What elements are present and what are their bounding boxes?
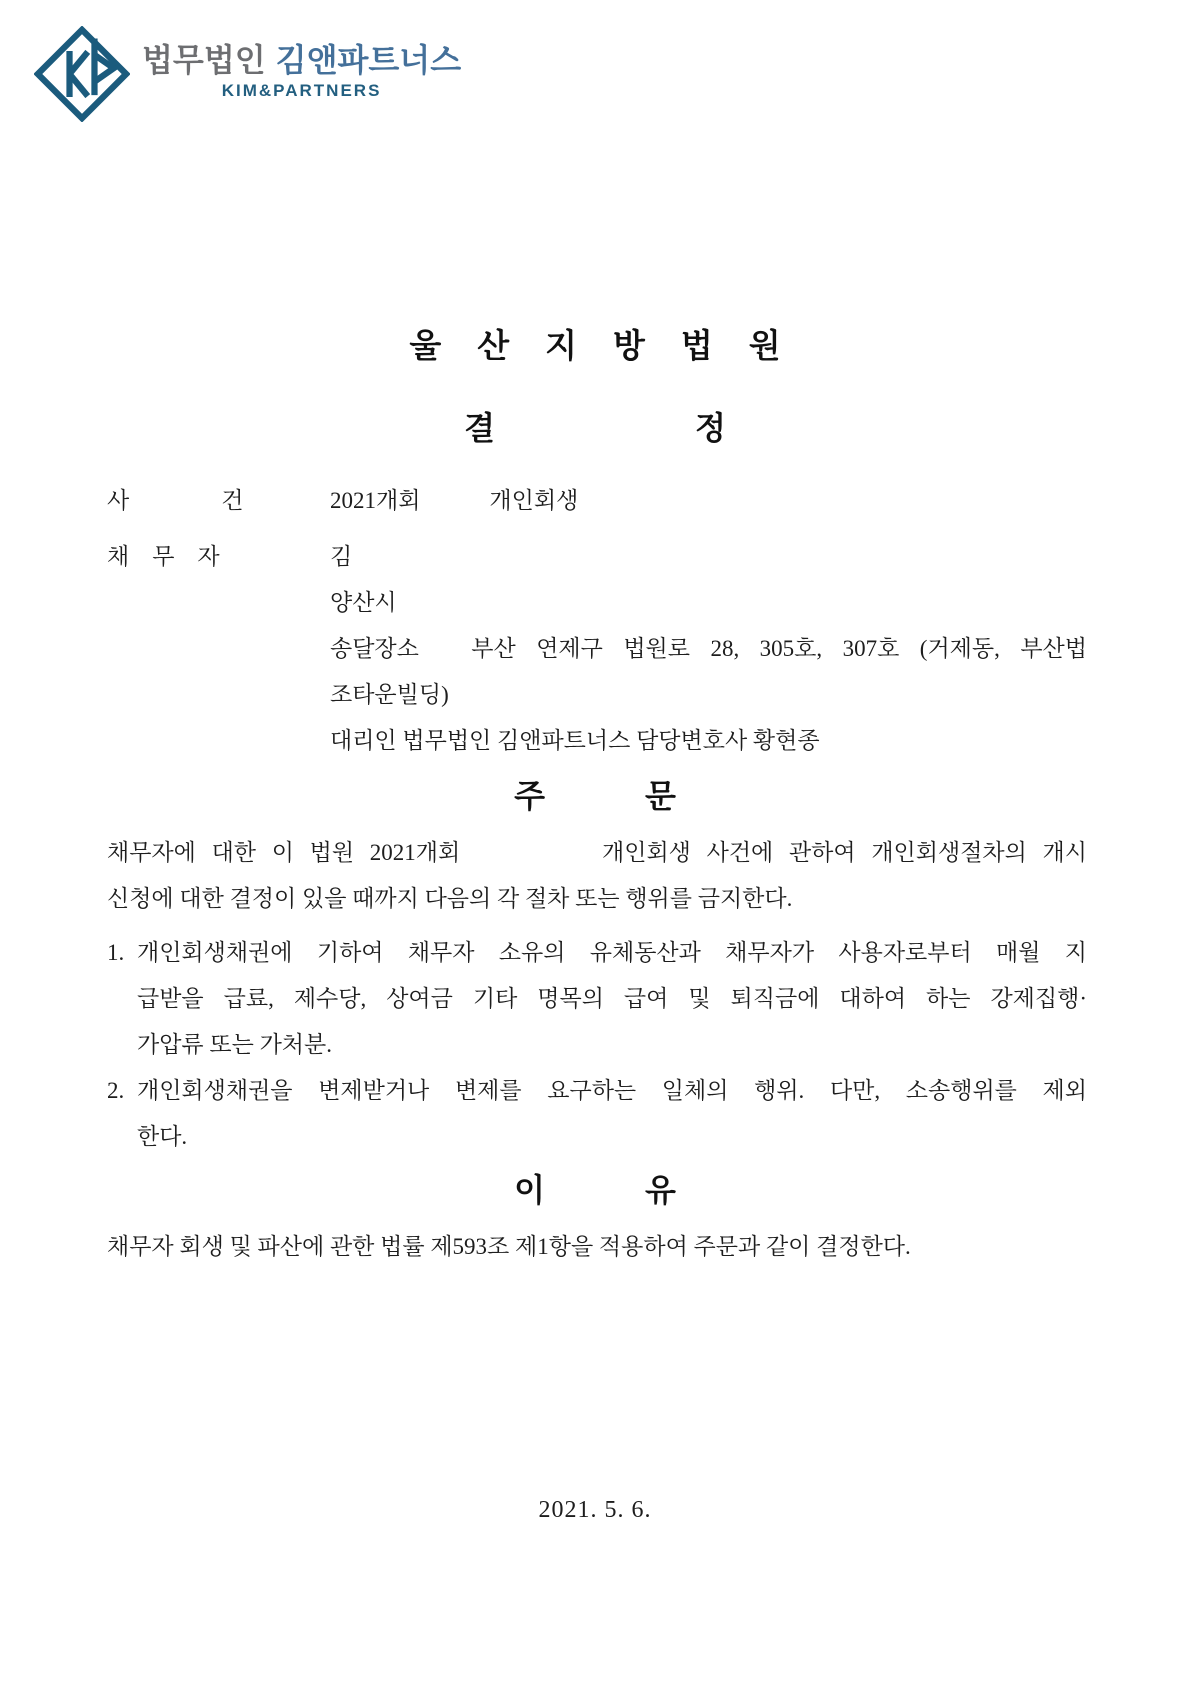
debtor-name: 김 [330,544,353,569]
doc-type-char-2: 정 [695,410,726,446]
doc-type-char-1: 결 [464,410,495,446]
firm-name-english: KIM&PARTNERS [221,81,382,100]
debtor-label: 채 무 자 [107,544,220,569]
order-heading-char-1: 주 [514,778,545,814]
reason-section-heading [0,1170,1190,1210]
text-line: 채무자에 대한 이 법원 2021개회 개인회생 사건에 관하여 개인회생절차의 개시 [107,840,1087,865]
text-line: 채무자 회생 및 파산에 관한 법률 제593조 제1항을 적용하여 주문과 같이 결정한다. [107,1234,911,1259]
text-line: 한다. [137,1124,188,1149]
law-firm-logo [0,0,1190,126]
debtor-row [107,534,1087,764]
text-line: 가압류 또는 가처분. [137,1032,332,1057]
order-paragraph [107,830,1087,922]
order-item-1 [107,930,1087,1068]
order-item-1-number: 1. [107,940,125,965]
order-item-list [107,930,1087,1160]
order-item-1-text [137,930,1087,1068]
case-number-row [107,478,1087,524]
reason-paragraph [107,1224,1087,1270]
text-line: 개인회생채권에 기하여 채무자 소유의 유체동산과 채무자가 사용자로부터 매월 지 [137,940,1087,965]
attorney-line: 대리인 법무법인 김앤파트너스 담당변호사 황현종 [330,728,820,753]
text-line: 개인회생채권을 변제받거나 변제를 요구하는 일체의 행위. 다만, 소송행위를 제외 [137,1078,1087,1103]
court-name-title: 울산지방법원 [409,327,817,364]
reason-heading-char-2: 유 [645,1172,676,1208]
order-item-2-number: 2. [107,1078,125,1103]
kim-partners-diamond-logo-icon [34,26,130,122]
firm-name-label: 김앤파트너스 [275,42,462,78]
document-type-heading [0,408,1190,448]
case-label: 사 건 [107,488,244,513]
order-item-2-text [137,1068,1087,1160]
firm-type-label: 법무법인 [142,42,266,78]
text-line: 급받을 급료, 제수당, 상여금 기타 명목의 급여 및 퇴직금에 대하여 하는 강제집행· [137,986,1087,1011]
order-heading-char-2: 문 [645,778,676,814]
firm-name-korean [142,42,461,78]
logo-text-block [142,42,461,101]
text-line: 조타운빌딩) [330,682,449,707]
debtor-details [330,534,1087,764]
text-line: 송달장소 부산 연제구 법원로 28, 305호, 307호 (거제동, 부산법 [330,636,1087,661]
case-info-section [107,478,1087,764]
reason-heading-char-1: 이 [514,1172,545,1208]
decision-date: 2021. 5. 6. [538,1497,652,1523]
order-section-heading [0,776,1190,816]
debtor-address: 양산시 [330,590,397,615]
service-address [330,626,1087,718]
text-line: 신청에 대한 결정이 있을 때까지 다음의 각 절차 또는 행위를 금지한다. [107,886,793,911]
order-item-2 [107,1068,1087,1160]
case-number-value: 2021개회 개인회생 [330,488,579,513]
